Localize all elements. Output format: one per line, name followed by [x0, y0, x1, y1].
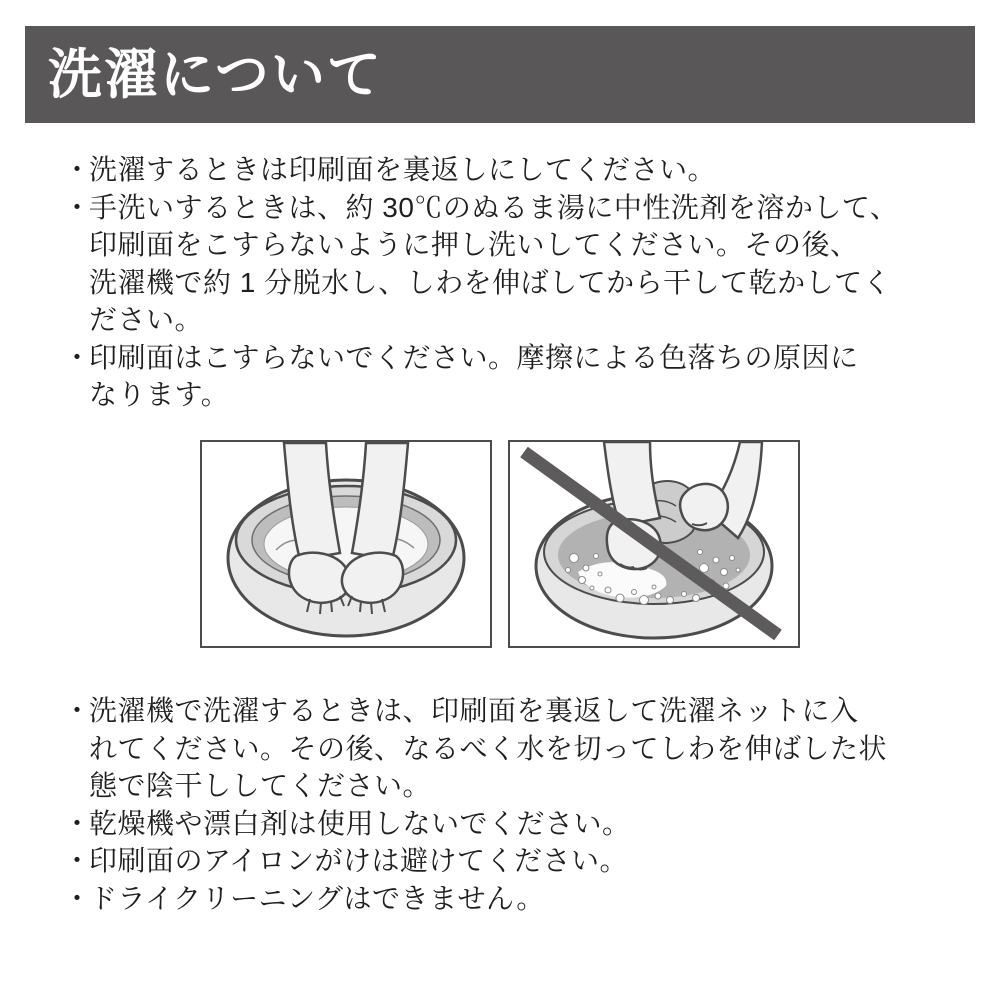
list-item — [63, 730, 887, 768]
list-item — [63, 189, 898, 227]
list-item-text: 洗濯機で洗濯するときは、印刷面を裏返して洗濯ネットに入 — [89, 695, 859, 726]
bullet-marker — [63, 730, 89, 768]
list-item — [63, 376, 898, 414]
bullet-marker — [63, 301, 89, 339]
washing-figures — [200, 440, 800, 653]
section-header — [25, 26, 975, 123]
bullet-marker: ・ — [63, 882, 92, 914]
list-item — [63, 767, 887, 805]
care-list-top — [63, 151, 898, 414]
list-item-text: れてください。その後、なるべく水を切ってしわを伸ばした状 — [89, 732, 888, 764]
list-item-text: 印刷面のアイロンがけは避けてください。 — [89, 845, 628, 876]
list-item-text: ドライクリーニングはできません。 — [89, 882, 545, 914]
push-wash-ok-illustration — [200, 440, 492, 653]
list-item-text: 態で陰干ししてください。 — [89, 770, 432, 801]
list-item-text: 印刷面をこすらないように押し洗いしてください。その後、 — [89, 229, 859, 260]
care-list-bottom — [63, 692, 887, 917]
hands-push-washing-in-basin-icon — [200, 440, 492, 648]
list-item-text: 印刷面はこすらないでください。摩擦による色落ちの原因に — [89, 341, 859, 373]
list-item — [63, 301, 898, 339]
list-item-text: 洗濯するときは印刷面を裏返しにしてください。 — [89, 154, 717, 185]
bullet-marker — [63, 264, 89, 302]
bullet-marker: ・ — [63, 341, 92, 373]
bullet-marker: ・ — [63, 154, 92, 185]
bullet-marker — [63, 376, 89, 414]
bullet-marker — [63, 767, 89, 805]
bullet-marker: ・ — [63, 845, 92, 876]
list-item — [63, 880, 887, 918]
list-item-text: 手洗いするときは、約 30℃のぬるま湯に中性洗剤を溶かして、 — [89, 191, 899, 223]
list-item — [63, 226, 898, 264]
list-item-text: ださい。 — [89, 304, 204, 335]
rub-wash-prohibited-illustration — [508, 440, 800, 653]
list-item — [63, 692, 887, 730]
list-item-text: 乾燥機や漂白剤は使用しないでください。 — [89, 807, 631, 839]
list-item — [63, 842, 887, 880]
list-item-text: なります。 — [89, 379, 230, 410]
page-title: 洗濯について — [48, 44, 383, 105]
list-item — [63, 264, 898, 302]
bullet-marker — [63, 226, 89, 264]
list-item-text: 洗濯機で約 1 分脱水し、しわを伸ばしてから干して乾かしてく — [89, 266, 892, 298]
bullet-marker: ・ — [63, 191, 92, 223]
wash-basin — [228, 480, 464, 636]
hands-rub-washing-prohibited-icon — [508, 440, 800, 648]
list-item — [63, 805, 887, 843]
bullet-marker: ・ — [63, 807, 92, 839]
list-item — [63, 151, 898, 189]
list-item — [63, 339, 898, 377]
bullet-marker: ・ — [63, 695, 92, 726]
